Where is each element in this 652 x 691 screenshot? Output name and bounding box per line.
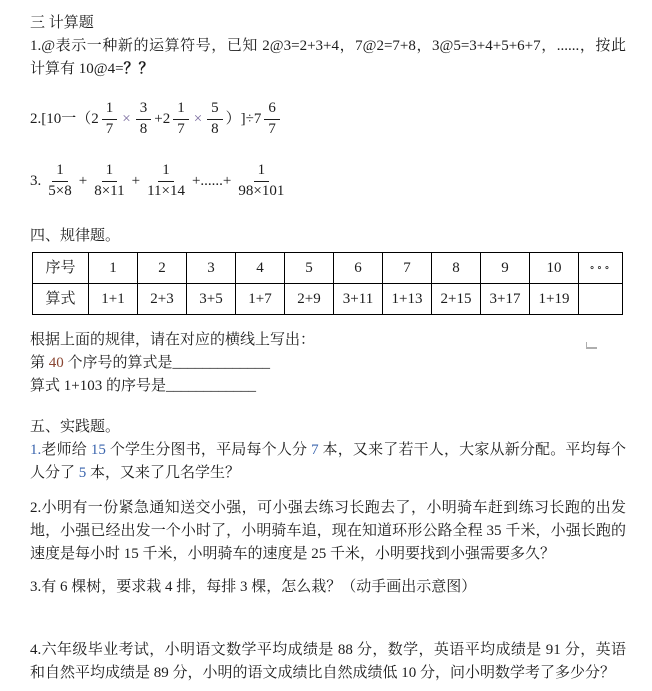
text-segment: 棵树，要求栽 (67, 579, 166, 595)
text-segment: 4 (165, 579, 173, 595)
numerator: 1 (102, 162, 118, 181)
text-segment: 分，问小明数学考了多少分？ (416, 665, 616, 681)
problem-3-3 (30, 155, 626, 207)
text-segment: 7 (311, 442, 319, 458)
text-segment: ？？ (123, 61, 154, 77)
whole-part: 7 (253, 110, 262, 127)
text-segment: ____________ (166, 378, 256, 394)
denominator: 98×101 (238, 182, 285, 199)
table-cell: 6 (334, 253, 383, 284)
text-segment: 91 (545, 642, 561, 658)
numerator: 1 (52, 162, 68, 181)
mixed-number (91, 100, 120, 138)
denominator: 7 (105, 120, 114, 137)
text-segment: 1+103 (63, 378, 103, 394)
plus-sign: + (154, 110, 163, 127)
problem-label: 2. (30, 110, 42, 127)
text-segment: 分，小明的语文成绩比自然成绩低 (168, 665, 402, 681)
text-segment: 4. (30, 642, 42, 658)
table-cell: 10 (530, 253, 579, 284)
table-cell: 8 (432, 253, 481, 284)
table-cell: 2 (138, 253, 187, 284)
mixed-number (254, 100, 283, 138)
fraction (264, 100, 280, 138)
pattern-table (32, 252, 623, 315)
text-segment: 千米，小强长跑的速度是每小时 (30, 523, 626, 562)
text-segment: 5 (78, 465, 87, 481)
text-segment: @表示一种新的运算符号，已知 (41, 38, 263, 54)
denominator: 8×11 (94, 182, 125, 199)
numerator: 1 (102, 100, 118, 119)
fraction (173, 100, 189, 138)
text-segment: 个学生分图书，平局每个人分 (105, 442, 312, 458)
text-segment: 15 (123, 546, 139, 562)
text-segment: 2. (30, 500, 42, 516)
table-cell: 2+3 (138, 284, 187, 315)
fraction (44, 162, 75, 200)
table-cell: ∘∘∘ (579, 253, 623, 284)
table-cell: 7 (383, 253, 432, 284)
text-segment: 35 (486, 523, 502, 539)
fraction (136, 100, 152, 138)
table-cell (579, 284, 623, 315)
text-segment: 排，每排 (172, 579, 241, 595)
text-segment: 本，又来了几名学生？ (86, 465, 241, 481)
expression-close-paren: ） (225, 110, 241, 127)
numerator: 1 (173, 100, 189, 119)
text-segment: 7@2=7+8 (355, 38, 416, 54)
table-cell: 3+17 (481, 284, 530, 315)
problem-5-3 (30, 576, 626, 599)
table-cell: 1+1 (89, 284, 138, 315)
text-segment: ， (415, 38, 433, 54)
whole-part: 2 (162, 110, 171, 127)
mixed-number (163, 100, 192, 138)
problem-label: 3. (30, 172, 42, 189)
problem-3-1 (30, 35, 626, 81)
text-segment: 2@3=2+3+4 (262, 38, 339, 54)
plus-sign: + (131, 172, 141, 189)
table-cell: 1+13 (383, 284, 432, 315)
numerator: 3 (136, 100, 152, 119)
table-row (33, 253, 623, 284)
text-segment: 88 (337, 642, 353, 658)
denominator: 7 (268, 120, 276, 137)
table-cell: 1 (89, 253, 138, 284)
table-cell: 3+5 (187, 284, 236, 315)
denominator: 7 (177, 120, 185, 137)
text-segment: 10@4= (78, 61, 124, 77)
text-segment: 25 (311, 546, 327, 562)
text-segment: 千米，小明骑车的速度是 (138, 546, 312, 562)
fraction (207, 100, 223, 138)
table-row (33, 284, 623, 315)
blank-line-1plus103 (30, 375, 626, 398)
text-segment: 分，数学，英语平均成绩是 (352, 642, 546, 658)
text-segment: 的序号是 (102, 378, 166, 394)
problem-5-2 (30, 497, 626, 566)
text-segment: 分，英语和自然平均成绩是 (30, 642, 626, 681)
blank-line-40th (30, 352, 626, 375)
problem-3-2 (30, 93, 626, 145)
text-segment: 老师给 (41, 442, 91, 458)
numerator: 5 (207, 100, 223, 119)
text-segment: ， (339, 38, 356, 54)
text-segment: _____________ (172, 355, 271, 371)
times-sign: × (122, 110, 131, 127)
text-segment: 千米，小明要找到小强需要多久？ (326, 546, 556, 562)
section-heading-pattern: 四、规律题。 (30, 228, 121, 244)
fraction (143, 162, 189, 200)
text-segment: 1. (30, 442, 42, 458)
table-cell: 9 (481, 253, 530, 284)
table-cell: 2+9 (285, 284, 334, 315)
times-sign: × (193, 110, 203, 127)
denominator: 5×8 (48, 182, 72, 199)
table-cell: 3 (187, 253, 236, 284)
plus-sign: + (78, 172, 88, 189)
table-cell: 3+11 (334, 284, 383, 315)
text-segment: 算式 (30, 378, 64, 394)
fraction (90, 162, 128, 200)
table-row-label: 算式 (33, 284, 89, 315)
section-heading-practice: 五、实践题。 (30, 419, 121, 435)
section-heading-calculation: 三 计算题 (30, 15, 94, 31)
text-segment: 第 (30, 355, 49, 371)
whole-part: 2 (91, 110, 99, 127)
text-segment: 10 (401, 665, 417, 681)
fraction (234, 162, 288, 200)
denominator: 11×14 (147, 182, 185, 199)
text-segment: 40 (48, 355, 64, 371)
text-segment: 六年级毕业考试，小明语文数学平均成绩是 (41, 642, 338, 658)
numerator: 6 (264, 100, 280, 119)
pattern-instruction: 根据上面的规律，请在对应的横线上写出： (30, 332, 316, 348)
text-segment: 15 (90, 442, 106, 458)
numerator: 1 (158, 162, 174, 181)
expression-close-divide: ]÷ (240, 110, 254, 127)
table-row-label: 序号 (33, 253, 89, 284)
text-segment: 3. (30, 579, 42, 595)
text-segment: 1. (30, 38, 42, 54)
table-cell: 4 (236, 253, 285, 284)
text-segment: 89 (153, 665, 169, 681)
scan-artifact-mark (586, 342, 597, 349)
text-segment: 有 (41, 579, 61, 595)
problem-5-1 (30, 439, 626, 485)
fraction (102, 100, 118, 138)
text-segment: 6 (60, 579, 68, 595)
table-cell: 5 (285, 253, 334, 284)
numerator: 1 (254, 162, 270, 181)
text-segment: 本，又来了若干人，大家从新分配。平均每个人分了 (30, 442, 626, 481)
text-segment: 3@5=3+4+5+6+7 (432, 38, 541, 54)
table-cell: 1+7 (236, 284, 285, 315)
text-segment: 个序号的算式是 (63, 355, 173, 371)
table-cell: 2+15 (432, 284, 481, 315)
text-segment: 棵，怎么栽？（动手画出示意图） (247, 579, 477, 595)
table-cell: 1+19 (530, 284, 579, 315)
expression-open: [10一（ (41, 110, 92, 127)
denominator: 8 (139, 120, 148, 137)
ellipsis-plus: +......+ (191, 172, 232, 189)
text-segment: 小明有一份紧急通知送交小强，可小强去练习长跑去了，小明骑车赶到练习长跑的出发地，小强已经出发一个小时了，小明骑车追，现在知道环形公路全程 (30, 500, 626, 539)
text-segment: 3 (240, 579, 248, 595)
text-segment: ，......，按此计算有 (30, 38, 626, 77)
problem-5-4 (30, 639, 626, 685)
denominator: 8 (211, 120, 219, 137)
